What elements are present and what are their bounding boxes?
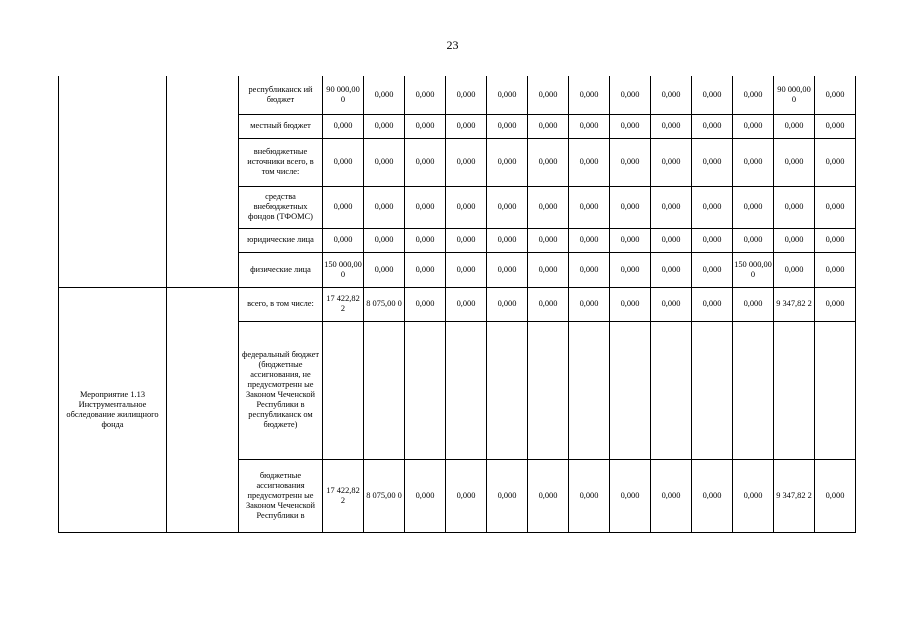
value-cell: 0,000 [651,138,692,186]
value-cell [610,321,651,459]
value-cell: 0,000 [774,252,815,287]
value-cell [733,321,774,459]
value-cell: 0,000 [446,228,487,252]
value-cell: 0,000 [610,76,651,114]
source-cell: средства внебюджетных фондов (ТФОМС) [239,186,323,228]
value-cell [692,321,733,459]
budget-table [58,76,856,533]
value-cell: 0,000 [446,114,487,138]
value-cell: 0,000 [610,459,651,532]
value-cell: 0,000 [610,228,651,252]
executor-cell [167,76,239,287]
value-cell: 0,000 [528,138,569,186]
value-cell: 0,000 [569,228,610,252]
value-cell: 0,000 [692,287,733,321]
value-cell: 0,000 [487,287,528,321]
value-cell: 0,000 [528,228,569,252]
value-cell: 0,000 [446,287,487,321]
source-cell: юридические лица [239,228,323,252]
value-cell: 0,000 [692,252,733,287]
value-cell: 0,000 [405,287,446,321]
value-cell: 0,000 [569,459,610,532]
value-cell: 0,000 [651,76,692,114]
value-cell: 0,000 [487,186,528,228]
value-cell: 0,000 [569,114,610,138]
value-cell: 0,000 [405,459,446,532]
value-cell: 0,000 [610,287,651,321]
source-cell: всего, в том числе: [239,287,323,321]
value-cell: 0,000 [569,138,610,186]
source-cell: бюджетные ассигнования предусмотренн ые Законом Чеченской Республики в [239,459,323,532]
value-cell: 0,000 [405,76,446,114]
value-cell: 0,000 [651,228,692,252]
value-cell: 0,000 [487,228,528,252]
source-cell: внебюджетные источники всего, в том числе: [239,138,323,186]
value-cell: 0,000 [733,228,774,252]
table-row [59,76,856,114]
value-cell: 0,000 [446,252,487,287]
value-cell: 9 347,82 2 [774,459,815,532]
value-cell [364,321,405,459]
value-cell: 90 000,00 0 [323,76,364,114]
value-cell: 0,000 [446,138,487,186]
value-cell [528,321,569,459]
value-cell: 0,000 [610,186,651,228]
value-cell [446,321,487,459]
value-cell [651,321,692,459]
value-cell: 0,000 [651,287,692,321]
value-cell: 0,000 [733,114,774,138]
value-cell: 0,000 [323,228,364,252]
value-cell: 0,000 [364,186,405,228]
value-cell [323,321,364,459]
value-cell: 0,000 [733,459,774,532]
source-cell: физические лица [239,252,323,287]
value-cell: 0,000 [651,186,692,228]
value-cell: 0,000 [446,459,487,532]
value-cell: 0,000 [733,138,774,186]
value-cell: 0,000 [651,114,692,138]
value-cell: 0,000 [774,114,815,138]
value-cell [487,321,528,459]
value-cell: 0,000 [405,138,446,186]
value-cell: 0,000 [405,114,446,138]
value-cell: 0,000 [651,252,692,287]
value-cell: 0,000 [364,228,405,252]
value-cell: 0,000 [733,287,774,321]
measure-cell [59,76,167,287]
value-cell: 0,000 [610,138,651,186]
value-cell: 0,000 [610,114,651,138]
value-cell: 0,000 [528,459,569,532]
value-cell: 9 347,82 2 [774,287,815,321]
measure-cell: Мероприятие 1.13 Инструментальное обследование жилищного фонда [59,287,167,532]
value-cell: 0,000 [323,138,364,186]
value-cell: 0,000 [364,76,405,114]
source-cell: федеральный бюджет (бюджетные ассигнования, не предусмотренн ые Законом Чеченской Республики в республиканск ом бюджете) [239,321,323,459]
value-cell: 0,000 [487,114,528,138]
value-cell: 0,000 [815,252,856,287]
value-cell: 0,000 [774,228,815,252]
value-cell: 0,000 [815,114,856,138]
value-cell: 0,000 [364,138,405,186]
value-cell: 0,000 [651,459,692,532]
value-cell: 8 075,00 0 [364,287,405,321]
value-cell: 0,000 [487,252,528,287]
value-cell: 0,000 [610,252,651,287]
value-cell: 17 422,82 2 [323,287,364,321]
value-cell: 0,000 [692,228,733,252]
value-cell: 0,000 [405,252,446,287]
value-cell [815,321,856,459]
value-cell: 0,000 [528,114,569,138]
value-cell: 0,000 [815,287,856,321]
value-cell: 0,000 [692,459,733,532]
value-cell: 0,000 [569,252,610,287]
value-cell: 0,000 [364,114,405,138]
value-cell: 0,000 [692,138,733,186]
value-cell: 0,000 [692,76,733,114]
value-cell: 0,000 [446,76,487,114]
value-cell: 150 000,00 0 [323,252,364,287]
source-cell: местный бюджет [239,114,323,138]
value-cell: 0,000 [692,186,733,228]
value-cell: 17 422,82 2 [323,459,364,532]
value-cell: 0,000 [815,138,856,186]
value-cell: 0,000 [569,186,610,228]
value-cell: 0,000 [774,186,815,228]
value-cell: 0,000 [815,186,856,228]
value-cell: 0,000 [774,138,815,186]
value-cell: 0,000 [487,138,528,186]
value-cell: 0,000 [815,76,856,114]
value-cell: 0,000 [733,76,774,114]
value-cell: 0,000 [528,252,569,287]
value-cell: 0,000 [815,228,856,252]
value-cell: 0,000 [569,76,610,114]
value-cell: 0,000 [487,459,528,532]
value-cell: 0,000 [528,76,569,114]
value-cell: 0,000 [323,114,364,138]
value-cell: 0,000 [815,459,856,532]
value-cell: 0,000 [405,228,446,252]
value-cell [569,321,610,459]
value-cell: 0,000 [446,186,487,228]
executor-cell [167,287,239,532]
value-cell: 0,000 [528,287,569,321]
table-row [59,287,856,321]
value-cell: 0,000 [692,114,733,138]
value-cell [774,321,815,459]
value-cell: 150 000,00 0 [733,252,774,287]
value-cell: 0,000 [569,287,610,321]
value-cell: 0,000 [733,186,774,228]
value-cell: 0,000 [487,76,528,114]
value-cell: 0,000 [405,186,446,228]
value-cell: 0,000 [528,186,569,228]
value-cell: 90 000,00 0 [774,76,815,114]
source-cell: республиканск ий бюджет [239,76,323,114]
value-cell: 8 075,00 0 [364,459,405,532]
page-number: 23 [446,38,459,52]
value-cell: 0,000 [323,186,364,228]
value-cell: 0,000 [364,252,405,287]
value-cell [405,321,446,459]
